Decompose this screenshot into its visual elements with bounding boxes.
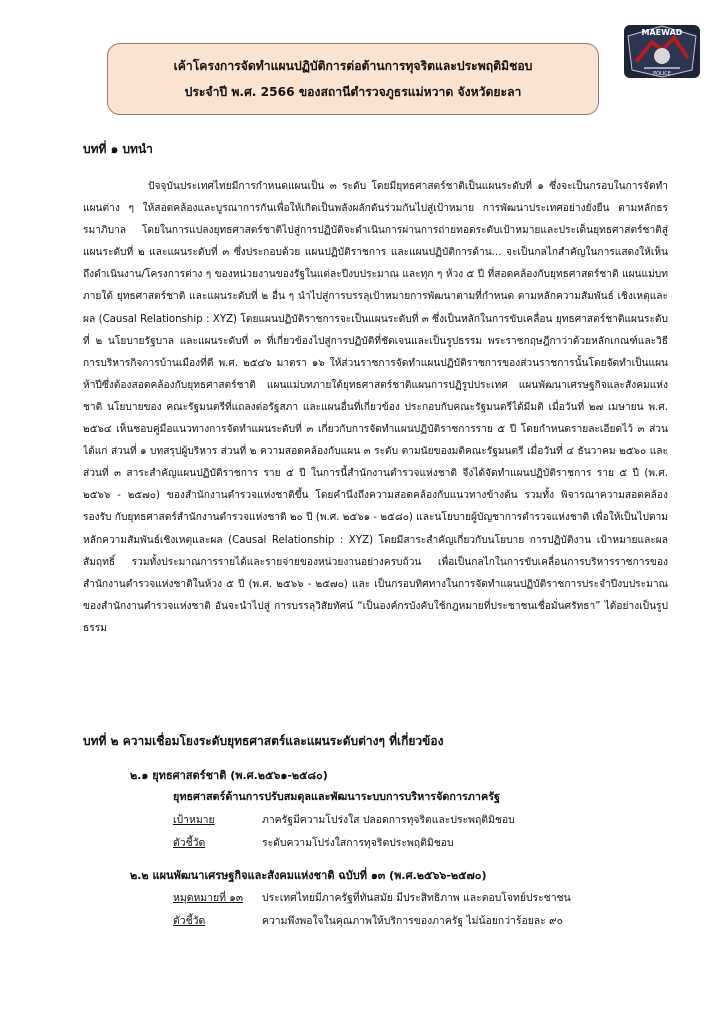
section-2-1-heading: ๒.๑ ยุทธศาสตร์ชาติ (พ.ศ.๒๕๖๑-๒๕๘๐) [130,769,328,782]
indicator-row-2 [173,912,205,929]
chapter-2-heading: บทที่ ๒ ความเชื่อมโยงระดับยุทธศาสตร์และแผนระดับต่างๆ ที่เกี่ยวข้อง [83,734,444,748]
indicator-label-2: ตัวชี้วัด [173,915,206,927]
goal-row [173,811,215,828]
police-station-logo [622,22,702,80]
goal-label: เป้าหมาย [173,814,215,826]
milestone-row [173,889,243,906]
logo-text-top: MAEWAD [641,28,683,37]
indicator-row-1 [173,834,205,851]
document-title-line-1: เค้าโครงการจัดทำแผนปฏิบัติการต่อต้านการทุจริตและประพฤติมิชอบ [173,59,533,73]
section-2-2-heading: ๒.๒ แผนพัฒนาเศรษฐกิจและสังคมแห่งชาติ ฉบับที่ ๑๓ (พ.ศ.๒๕๖๖-๒๕๗๐) [130,869,487,882]
chapter-1-heading: บทที่ ๑ บทนำ [83,142,153,156]
indicator-label-1: ตัวชี้วัด [173,837,206,849]
title-box [107,43,599,115]
milestone-label: หมุดหมายที่ ๑๓ [173,892,243,904]
indicator-text-2: ความพึงพอใจในคุณภาพให้บริการของภาครัฐ ไม่น้อยกว่าร้อยละ ๙๐ [262,915,563,927]
chapter-1-paragraph: ปัจจุบันประเทศไทยมีการกำหนดแผนเป็น ๓ ระดับ โดยมียุทธศาสตร์ชาติเป็นแผนระดับที่ ๑ ซึ่งจะเป็นกรอบในการจัดทำแผนต่าง ๆ ให้สอดคล้องและบูรณาการกันเพื่อให้เกิดเป็นพลังผลักดันร่วมกันไปสู่เป้าหมาย การพัฒนาประเทศอย่างยั่งยืน ตามหลักธรรมาภิบาล โดยในการแปลงยุทธศาสตร์ชาติไปสู่การปฏิบัติจะดำเนินการผ่านการถ่ายทอดระดับเป้าหมายและประเด็นยุทธศาสตร์ชาติสู่แผนระดับที่ ๒ และแผนระดับที่ ๓ ซึ่งประกอบด้วย แผนปฏิบัติราชการ และแผนปฏิบัติการด้าน... จะเป็นกลไกสำคัญในการแสดงให้เห็นถึงดำเนินงาน/โครงการต่าง ๆ ของหน่วยงานของรัฐในแต่ละปีงบประมาณ และทุก ๆ ห้วง ๕ ปี ที่สอดคล้องกับยุทธศาสตร์ชาติ แผนแม่บทภายใต้ ยุทธศาสตร์ชาติ และแผนระดับที่ ๒ อื่น ๆ นำไปสู่การบรรลุเป้าหมายการพัฒนาตามที่กำหนด ตามหลักความสัมพันธ์ เชิงเหตุและผล (Causal Relationship : XYZ) โดยแผนปฏิบัติราชการจะเป็นแผนระดับที่ ๓ ซึ่งเป็นหลักในการขับเคลื่อน ยุทธศาสตร์ชาติแผนระดับที่ ๒ นโยบายรัฐบาล และแผนระดับที่ ๓ ที่เกี่ยวข้องไปสู่การปฏิบัติที่ชัดเจนและเป็นรูปธรรม พระราชกฤษฎีกาว่าด้วยหลักเกณฑ์และวิธีการบริหารกิจการบ้านเมืองที่ดี พ.ศ. ๒๕๔๖ มาตรา ๑๖ ให้ส่วนราชการจัดทำแผนปฏิบัติราชการของส่วนราชการนั้นโดยจัดทำเป็นแผนห้าปีซึ่งต้องสอดคล้องกับยุทธศาสตร์ชาติ แผนแม่บทภายใต้ยุทธศาสตร์ชาติแผนการปฏิรูปประเทศ แผนพัฒนาเศรษฐกิจและสังคมแห่งชาติ นโยบายของ คณะรัฐมนตรีที่แถลงต่อรัฐสภา และแผนอื่นที่เกี่ยวข้อง ประกอบกับคณะรัฐมนตรีได้มีมติ เมื่อวันที่ ๒๗ เมษายน พ.ศ. ๒๕๖๔ เห็นชอบคู่มือแนวทางการจัดทำแผนระดับที่ ๓ เกี่ยวกับการจัดทำแผนปฏิบัติราชการราย ๕ ปี โดยกำหนดรายละเอียดไว้ ๓ ส่วน ได้แก่ ส่วนที่ ๑ บทสรุปผู้บริหาร ส่วนที่ ๒ ความสอดคล้องกับแผน ๓ ระดับ ตามนัยของมติคณะรัฐมนตรี เมื่อวันที่ ๔ ธันวาคม ๒๕๖๐ และ ส่วนที่ ๓ สาระสำคัญแผนปฏิบัติราชการ ราย ๕ ปี ในการนี้สำนักงานตำรวจแห่งชาติ จึงได้จัดทำแผนปฏิบัติราชการ ราย ๕ ปี (พ.ศ. ๒๕๖๖ - ๒๕๗๐) ของสำนักงานตำรวจแห่งชาติขึ้น โดยคำนึงถึงความสอดคล้องกับแนวทางข้างต้น รวมทั้ง พิจารณาความสอดคล้องรองรับ กับยุทธศาสตร์สำนักงานตำรวจแห่งชาติ ๒๐ ปี (พ.ศ. ๒๕๖๑ - ๒๕๘๐) และนโยบายผู้บัญชาการตำรวจแห่งชาติ เพื่อให้เป็นไปตามหลักความสัมพันธ์เชิงเหตุและผล (Causal Relationship : XYZ) โดยมีสาระสำคัญเกี่ยวกับนโยบาย การปฏิบัติงาน เป้าหมายและผลสัมฤทธิ์ รวมทั้งประมาณการรายได้และรายจ่ายของหน่วยงานอย่างครบถ้วน เพื่อเป็นกลไกในการขับเคลื่อนการบริหารราชการของสำนักงานตำรวจแห่งชาติในห้วง ๕ ปี (พ.ศ. ๒๕๖๖ - ๒๕๗๐) และ เป็นกรอบทิศทางในการจัดทำแผนปฏิบัติราชการประจำปีงบประมาณของสำนักงานตำรวจแห่งชาติ อันจะนำไปสู่ การบรรลุวิสัยทัศน์ “เป็นองค์กรบังคับใช้กฎหมายที่ประชาชนเชื่อมั่นศรัทธา” ได้อย่างเป็นรูปธรรม [83,181,668,634]
indicator-text-1: ระดับความโปร่งใสการทุจริตประพฤติมิชอบ [262,837,454,849]
milestone-text: ประเทศไทยมีภาครัฐที่ทันสมัย มีประสิทธิภาพ และตอบโจทย์ประชาชน [262,892,571,904]
logo-text-bottom: POLICE [653,71,671,77]
national-strategy-name: ยุทธศาสตร์ด้านการปรับสมดุลและพัฒนาระบบการบริหารจัดการภาครัฐ [173,790,500,803]
goal-text: ภาครัฐมีความโปร่งใส ปลอดการทุจริตและประพฤติมิชอบ [262,814,515,826]
document-title-line-2: ประจำปี พ.ศ. 2566 ของสถานีตำรวจภูธรแม่หวาด จังหวัดยะลา [184,85,522,99]
